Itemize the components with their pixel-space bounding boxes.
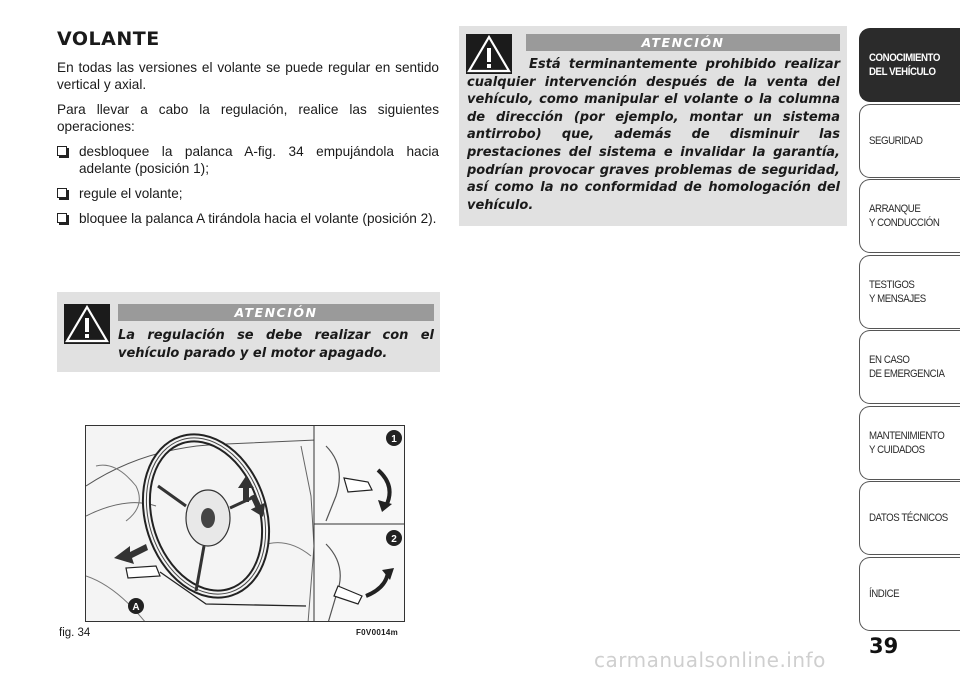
tab-label: DATOS TÉCNICOS — [869, 512, 948, 524]
tab-label: CONOCIMIENTO DEL VEHÍCULO — [869, 52, 940, 78]
tab-testigos-y-mensajes[interactable] — [859, 255, 960, 329]
list-item — [57, 185, 439, 202]
checkbox-bullet-icon — [57, 188, 67, 198]
tab-label: MANTENIMIENTO Y CUIDADOS — [869, 429, 945, 456]
warning-box-small — [57, 292, 440, 372]
list-item — [57, 143, 439, 177]
tab-indice[interactable] — [859, 557, 960, 631]
tab-seguridad[interactable] — [859, 104, 960, 178]
tab-label: TESTIGOS Y MENSAJES — [869, 278, 926, 305]
callout-1-label: 1 — [391, 434, 397, 445]
intro-paragraph: En todas las versiones el volante se puede regular en sentido vertical y axial. — [57, 60, 439, 92]
checkbox-bullet-icon — [57, 213, 67, 223]
tab-label: ÍNDICE — [869, 587, 900, 600]
figure-caption: fig. 34 — [59, 627, 91, 639]
watermark: carmanualsonline.info — [594, 648, 826, 672]
warning-text: Está terminantemente prohibido realizar cualquier intervención después de la venta del vehículo, como manipular el volante o la columna de dirección (por ejemplo, montar un sistema antirrobo) que, además de disminuir las prestaciones del sistema e invalidar la garantía, podrían provocar graves problemas de seguridad, así como la no conformidad de homologación del vehículo. — [467, 57, 840, 213]
warning-box-large — [459, 26, 847, 226]
callout-2-label: 2 — [391, 534, 397, 545]
lead-paragraph: Para llevar a cabo la regulación, realice las siguientes operaciones: — [57, 102, 439, 134]
warning-triangle-icon — [64, 304, 110, 344]
tab-label: EN CASO DE EMERGENCIA — [869, 354, 945, 380]
tab-label: SEGURIDAD — [869, 134, 923, 147]
page-number: 39 — [869, 634, 899, 658]
callout-a-label: A — [132, 602, 140, 613]
warning-heading: ATENCIÓN — [526, 34, 840, 51]
main-content — [57, 28, 439, 235]
tab-en-caso-de-emergencia[interactable] — [859, 330, 960, 404]
section-title: VOLANTE — [57, 28, 160, 50]
figure-code: F0V0014m — [356, 628, 398, 637]
step-text: bloquee la palanca A tirándola hacia el volante (posición 2). — [79, 211, 437, 226]
step-text: regule el volante; — [79, 186, 183, 201]
step-text: desbloquee la palanca A-fig. 34 empujándola hacia adelante (posición 1); — [79, 144, 439, 176]
steering-wheel-illustration — [86, 426, 405, 622]
checkbox-bullet-icon — [57, 146, 67, 156]
list-item — [57, 210, 439, 227]
figure-steering-wheel — [85, 425, 405, 622]
chapter-tabs — [859, 28, 960, 632]
tab-arranque-y-conduccion[interactable] — [859, 179, 960, 253]
tab-datos-tecnicos[interactable] — [859, 481, 960, 555]
warning-heading: ATENCIÓN — [118, 304, 434, 321]
tab-label: ARRANQUE Y CONDUCCIÓN — [869, 203, 940, 229]
tab-conocimiento-del-vehiculo[interactable] — [859, 28, 960, 102]
warning-text: La regulación se debe realizar con el vehículo parado y el motor apagado. — [118, 328, 434, 361]
tab-mantenimiento-y-cuidados[interactable] — [859, 406, 960, 480]
steps-list — [57, 143, 439, 227]
